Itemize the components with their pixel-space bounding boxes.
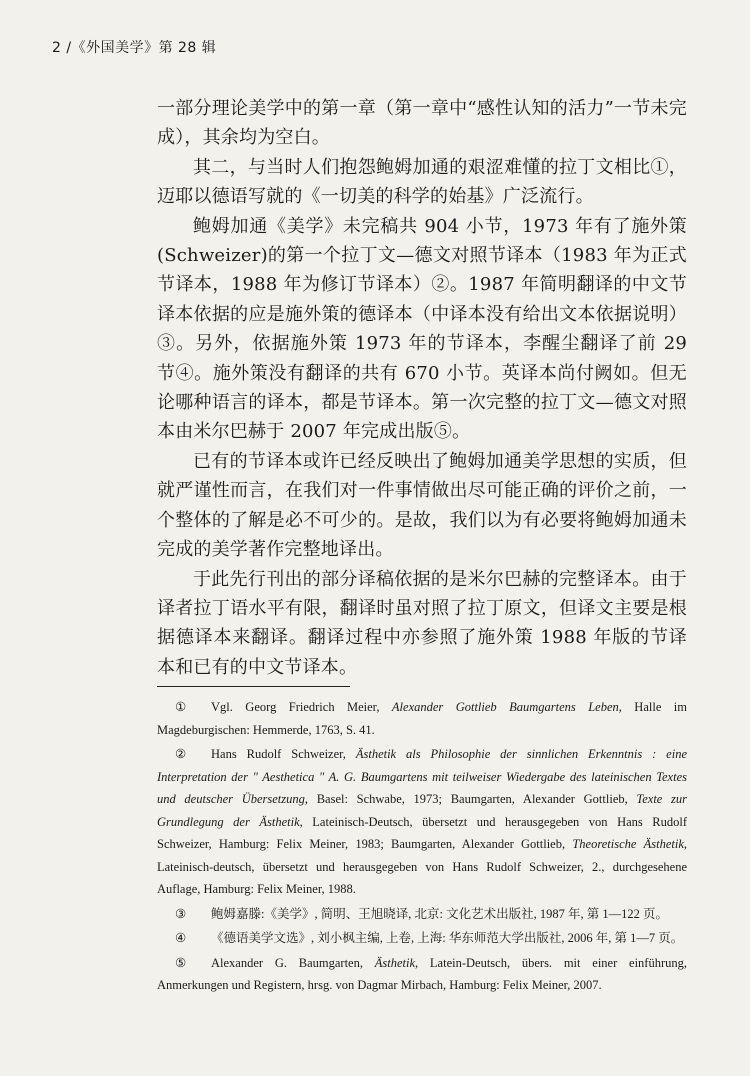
running-head: 2 /《外国美学》第 28 辑 [52,40,217,56]
paragraph-4: 已有的节译本或许已经反映出了鲍姆加通美学思想的实质，但就严谨性而言，在我们对一件事情做出尽可能正确的评价之前，一个整体的了解是必不可少的。是故，我们以为有必要将鲍姆加通未完成的美学著作完整地译出。 [157,450,687,561]
paragraph-3: 鲍姆加通《美学》未完稿共 904 小节，1973 年有了施外策(Schweizer)的第一个拉丁文—德文对照节译本（1983 年为正式节译本，1988 年为修订节译本）②。1987 年简明翻译的中文节译本依据的应是施外策的德译本（中译本没有给出文本依据说明）③。另外，依据施外策 1973 年的节译本，李醒尘翻译了前 29 节④。施外策没有翻译的共有 670 小节。英译本尚付阙如。但无论哪种语言的译本，都是节译本。第一次完整的拉丁文—德文对照本由米尔巴赫于 2007 年完成出版⑤。 [157,215,687,443]
footnote-mark: ② [175,747,187,761]
footnote-5: ⑤ Alexander G. Baumgarten, Ästhetik, Latein-Deutsch, übers. mit einer einführung, Anmerkungen und Registern, hrsg. von Dagmar Mirbach, Hamburg: Felix Meiner, 2007. [157,952,687,997]
footnote-3: ③ 鲍姆嘉滕:《美学》, 简明、王旭晓译, 北京: 文化艺术出版社, 1987 年, 第 1—122 页。 [157,903,687,926]
footnote-mark: ① [175,700,187,714]
footnote-1: ① Vgl. Georg Friedrich Meier, Alexander Gottlieb Baumgartens Leben, Halle im Magdeburgischen: Hemmerde, 1763, S. 41. [157,696,687,741]
body-text [157,94,687,682]
footnotes [157,696,687,999]
footnote-mark: ③ [175,906,187,921]
footnote-2: ② Hans Rudolf Schweizer, Ästhetik als Philosophie der sinnlichen Erkenntnis : eine Interpretation der " Aesthetica " A. G. Baumgartens mit teilweiser Wiedergabe des lateinischen Textes und deutscher Übersetzung, Basel: Schwabe, 1973; Baumgarten, Alexander Gottlieb, Texte zur Grundlegung der Ästhetik, Lateinisch-Deutsch, übersetzt und herausgegeben von Hans Rudolf Schweizer, Hamburg: Felix Meiner, 1983; Baumgarten, Alexander Gottlieb, Theoretische Ästhetik, Lateinisch-deutsch, übersetzt und herausgegeben von Hans Rudolf Schweizer, 2., durchgesehene Auflage, Hamburg: Felix Meiner, 1988. [157,743,687,901]
footnote-mark: ⑤ [175,955,187,970]
paragraph-5: 于此先行刊出的部分译稿依据的是米尔巴赫的完整译本。由于译者拉丁语水平有限，翻译时虽对照了拉丁原文，但译文主要是根据德译本来翻译。翻译过程中亦参照了施外策 1988 年版的节译本和已有的中文节译本。 [157,568,687,678]
paragraph-1: 一部分理论美学中的第一章（第一章中“感性认知的活力”一节未完成），其余均为空白。 [157,98,687,149]
paragraph-2: 其二，与当时人们抱怨鲍姆加通的艰涩难懂的拉丁文相比①，迈耶以德语写就的《一切美的科学的始基》广泛流行。 [157,156,687,208]
footnote-divider [157,686,350,687]
footnote-mark: ④ [175,931,187,945]
footnote-4: ④ 《德语美学文选》, 刘小枫主编, 上卷, 上海: 华东师范大学出版社, 2006 年, 第 1—7 页。 [157,927,687,950]
